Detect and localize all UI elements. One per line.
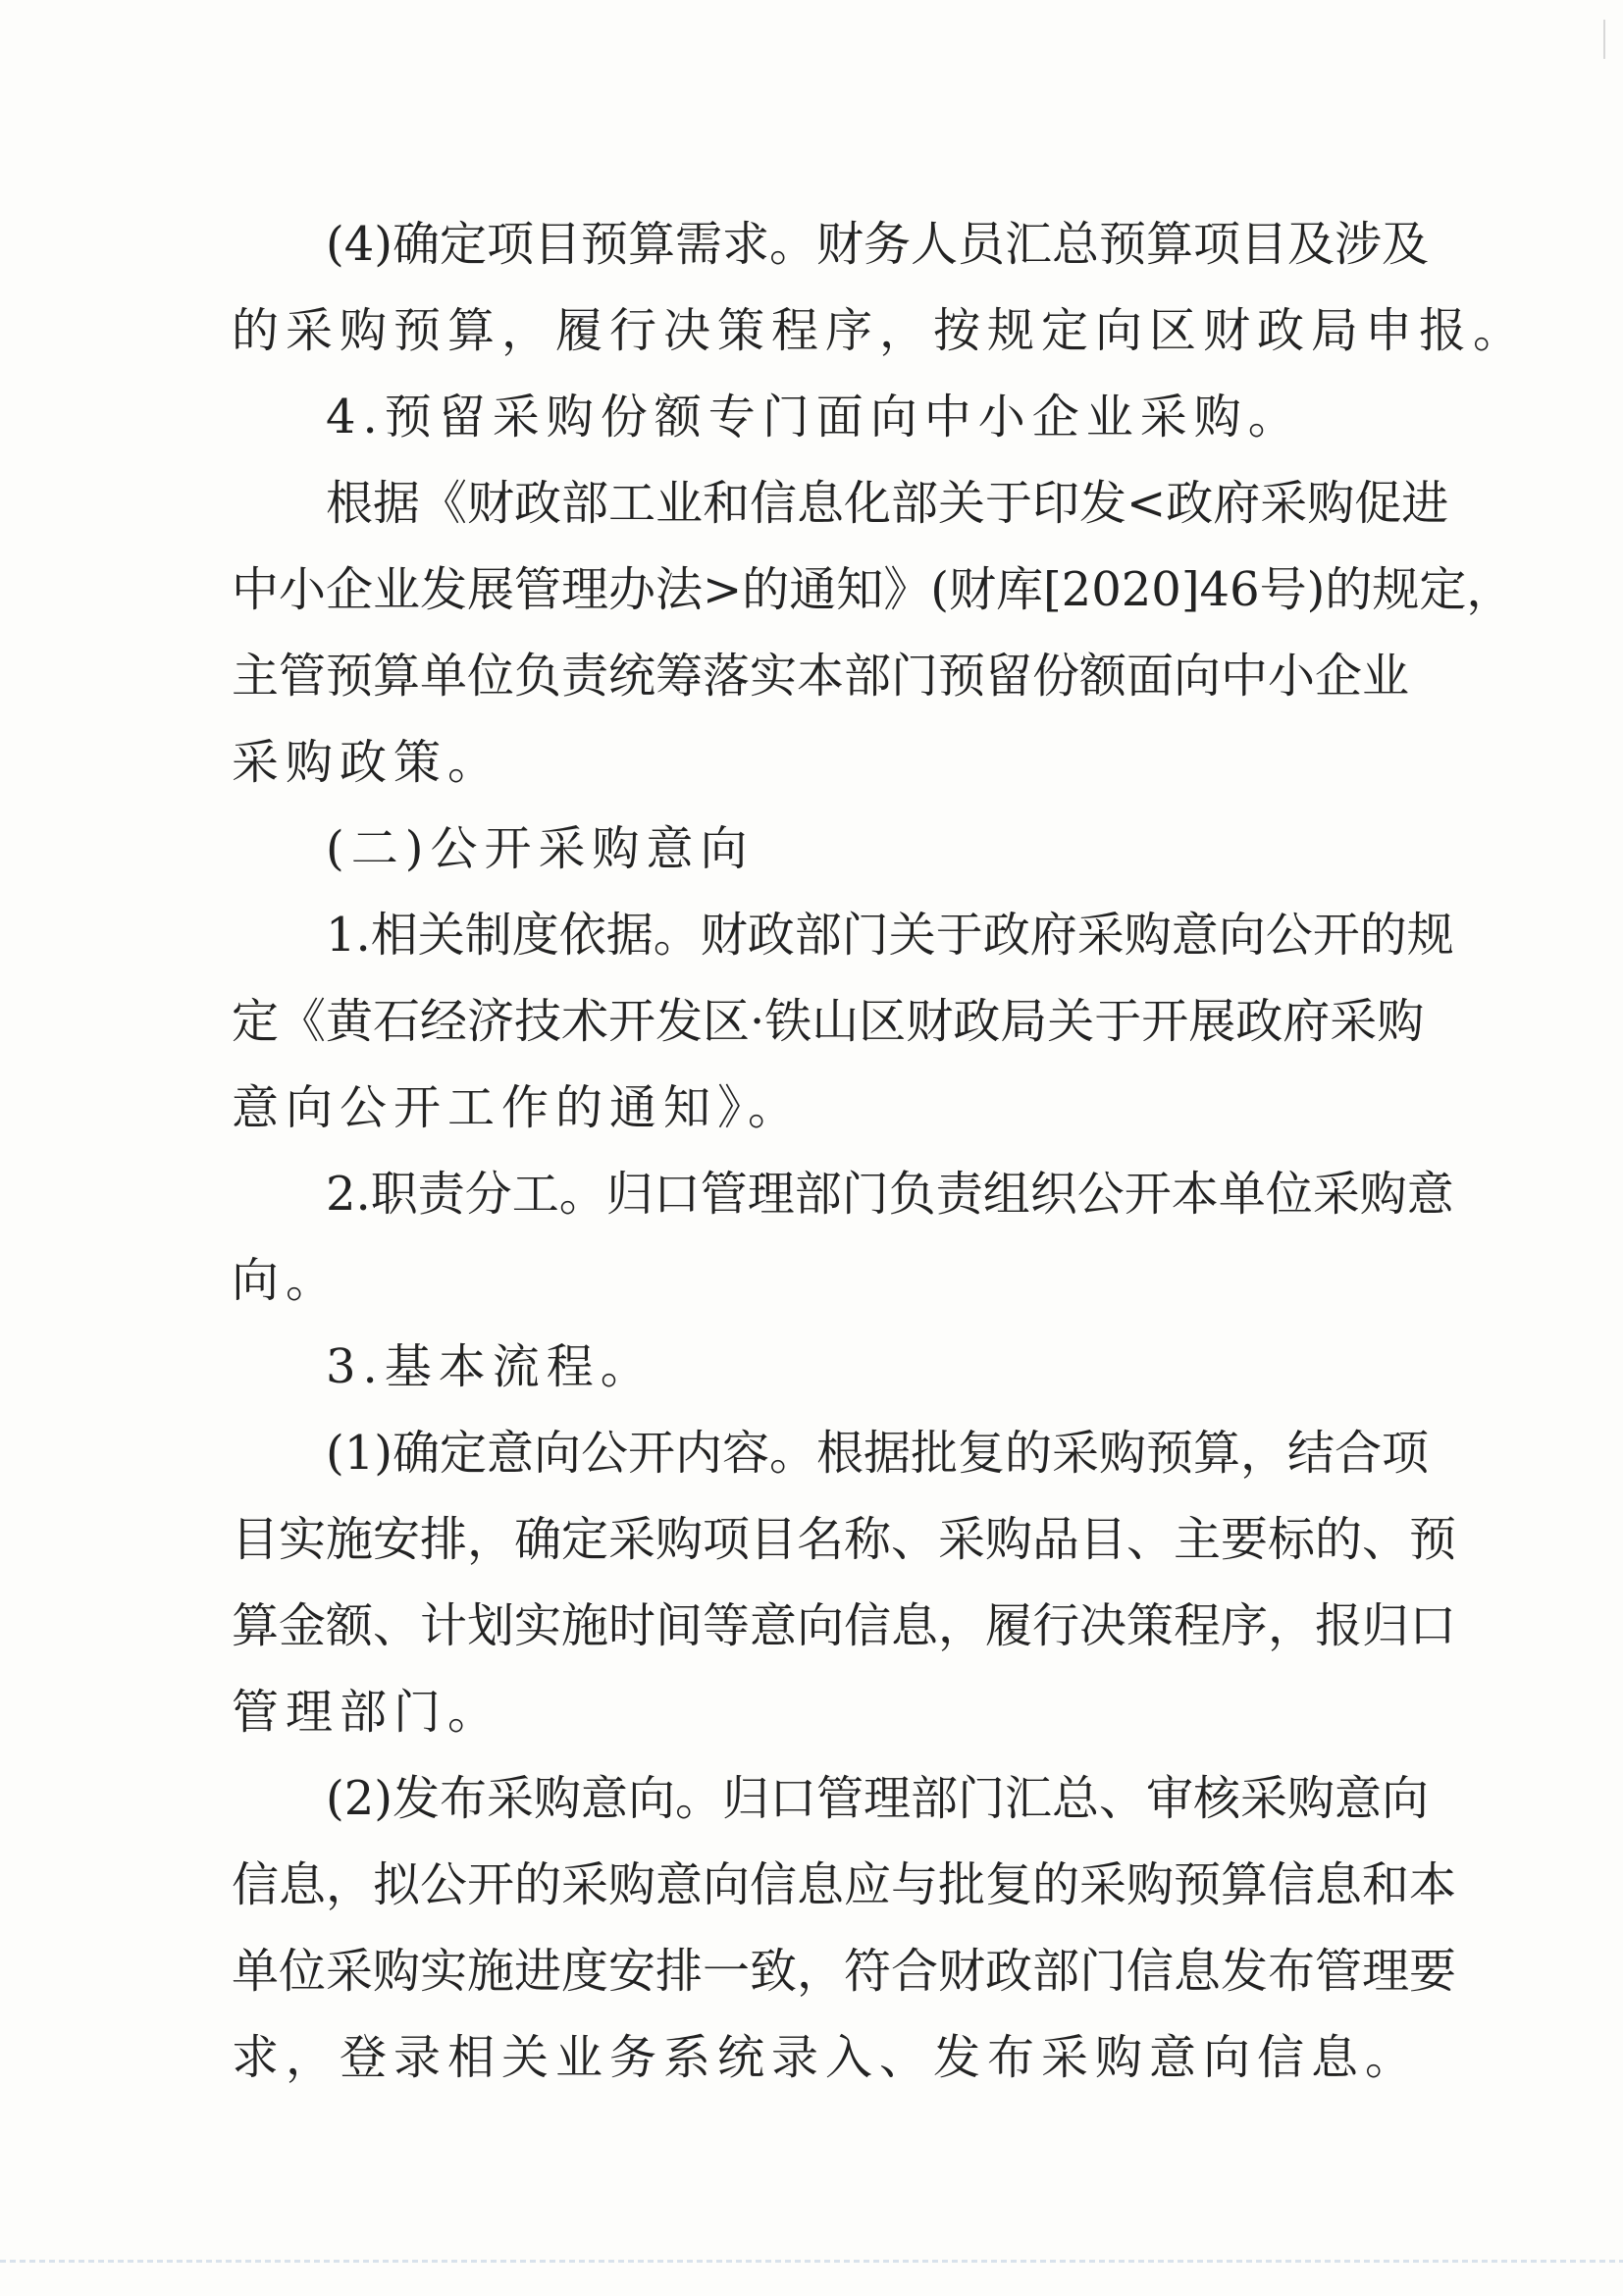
text-line: 目实施安排，确定采购项目名称、采购品目、主要标的、预 [232,1512,1457,1567]
document-body [232,201,1528,2101]
text-line: 1.相关制度依据。财政部门关于政府采购意向公开的规 [326,908,1454,963]
text-line: 采购政策。 [232,735,502,790]
text-line: 算金额、计划实施时间等意向信息，履行决策程序，报归口 [232,1598,1457,1653]
text-line: 中小企业发展管理办法>的通知》(财库[2020]46号)的规定， [232,562,1514,617]
text-line: (1)确定意向公开内容。根据批复的采购预算，结合项 [326,1426,1429,1481]
text-line: 2.职责分工。归口管理部门负责组织公开本单位采购意 [326,1167,1454,1222]
scan-mark [1603,20,1605,59]
scan-bottom-edge [0,2260,1623,2263]
text-line: (4)确定项目预算需求。财务人员汇总预算项目及涉及 [326,217,1429,272]
text-line: 3.基本流程。 [326,1339,654,1394]
text-line: 的采购预算，履行决策程序，按规定向区财政局申报。 [232,303,1528,358]
text-line: 意向公开工作的通知》。 [232,1080,803,1135]
text-line: 单位采购实施进度安排一致，符合财政部门信息发布管理要 [232,1944,1457,1999]
section-heading: (二)公开采购意向 [326,821,755,876]
text-line: 4.预留采购份额专门面向中小企业采购。 [326,390,1302,444]
text-line: 主管预算单位负责统筹落实本部门预留份额面向中小企业 [232,649,1410,704]
text-line: 向。 [232,1253,340,1308]
text-line: 信息，拟公开的采购意向信息应与批复的采购预算信息和本 [232,1857,1457,1912]
text-line: 根据《财政部工业和信息化部关于印发<政府采购促进 [326,476,1449,531]
text-line: (2)发布采购意向。归口管理部门汇总、审核采购意向 [326,1771,1429,1826]
text-line: 求，登录相关业务系统录入、发布采购意向信息。 [232,2030,1420,2085]
text-line: 定《黄石经济技术开发区·铁山区财政局关于开展政府采购 [232,994,1425,1049]
text-line: 管理部门。 [232,1685,502,1740]
